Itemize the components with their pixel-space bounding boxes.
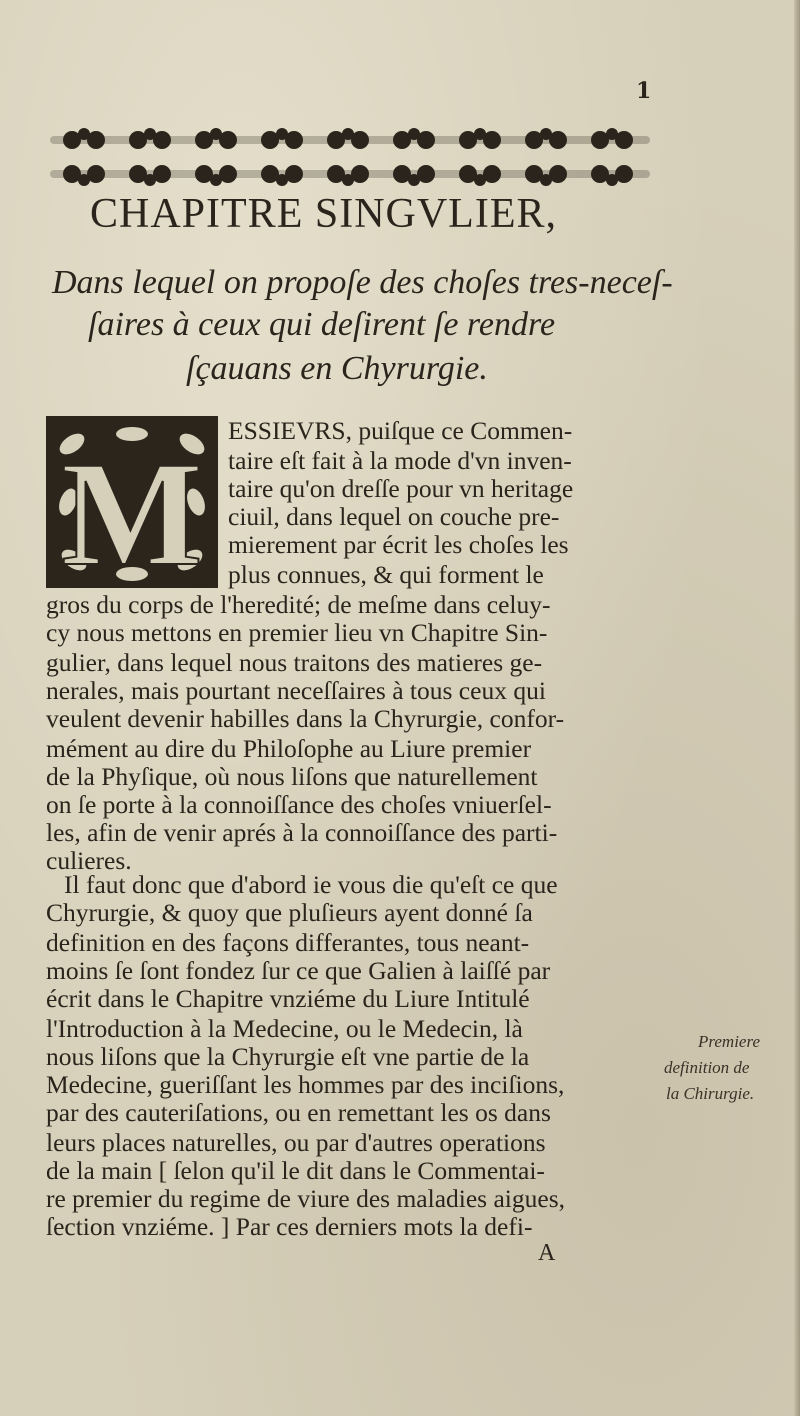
body-line: ESSIEVRS, puiſque ce Commen- [228, 416, 573, 445]
page-edge [794, 0, 800, 1416]
body-line: écrit dans le Chapitre vnziéme du Liure Intitulé [46, 984, 530, 1013]
fleuron-icon [276, 174, 288, 186]
body-line: definition en des façons differantes, tous neant- [46, 928, 530, 957]
fleuron-icon [78, 174, 90, 186]
fleuron-icon [144, 128, 156, 140]
fleuron-icon [144, 174, 156, 186]
body-line: les, afin de venir aprés à la connoiſſance des parti- [46, 818, 558, 847]
body-line: ſection vnziéme. ] Par ces derniers mots la defi- [46, 1212, 533, 1241]
fleuron-icon [342, 128, 354, 140]
margin-note-line-3: la Chirurgie. [666, 1084, 755, 1103]
fleuron-icon [540, 128, 552, 140]
body-line: nous liſons que la Chyrurgie eſt vne partie de la [46, 1042, 530, 1071]
body-line: ciuil, dans lequel on couche pre- [228, 502, 560, 531]
fleuron-icon [408, 128, 420, 140]
body-line: leurs places naturelles, ou par d'autres operations [46, 1128, 546, 1157]
body-line: Il faut donc que d'abord ie vous die qu'eſt ce que [64, 870, 558, 899]
body-line: on ſe porte à la connoiſſance des choſes vniuerſel- [46, 790, 552, 819]
margin-note-line-1: Premiere [698, 1032, 760, 1051]
fleuron-icon [210, 174, 222, 186]
fleuron-icon [342, 174, 354, 186]
body-line: cy nous mettons en premier lieu vn Chapitre Sin- [46, 618, 548, 647]
subtitle-line-3: ſçauans en Chyrurgie. [186, 350, 488, 387]
body-line: l'Introduction à la Medecine, ou le Medecin, là [46, 1014, 523, 1043]
fleuron-icon [276, 128, 288, 140]
body-line: Chyrurgie, & quoy que pluſieurs ayent donné ſa [46, 898, 533, 927]
body-line: culieres. [46, 846, 132, 875]
margin-note-line-2: definition de [664, 1058, 750, 1077]
subtitle-line-1: Dans lequel on propoſe des choſes tres-neceſ- [52, 264, 673, 301]
body-line: Medecine, gueriſſant les hommes par des inciſions, [46, 1070, 565, 1099]
body-line: de la main [ ſelon qu'il le dit dans le Commentai- [46, 1156, 545, 1185]
fleuron-icon [210, 128, 222, 140]
fleuron-icon [474, 128, 486, 140]
body-line: veulent devenir habilles dans la Chyrurgie, confor- [46, 704, 565, 733]
fleuron-icon [606, 128, 618, 140]
fleuron-icon [78, 128, 90, 140]
fleuron-icon [540, 174, 552, 186]
body-line: gros du corps de l'heredité; de meſme dans celuy- [46, 590, 551, 619]
body-line: mierement par écrit les choſes les [228, 530, 569, 559]
page-number: 1 [636, 78, 652, 104]
body-line: nerales, mais pourtant neceſſaires à tous ceux qui [46, 676, 546, 705]
body-line: gulier, dans lequel nous traitons des matieres ge- [46, 648, 543, 677]
signature-mark: A [538, 1240, 556, 1266]
ornament-band-bottom [50, 154, 650, 194]
body-line: taire qu'on dreſſe pour vn heritage [228, 474, 574, 503]
body-line: re premier du regime de viure des maladies aigues, [46, 1184, 566, 1213]
fleuron-icon [474, 174, 486, 186]
leaf-ornament-icon [44, 414, 220, 590]
body-line: par des cauteriſations, ou en remettant les os dans [46, 1098, 551, 1127]
body-line: moins ſe ſont fondez ſur ce que Galien à laiſſé par [46, 956, 551, 985]
fleuron-icon [606, 174, 618, 186]
subtitle-line-2: ſaires à ceux qui deſirent ſe rendre [88, 306, 556, 343]
chapter-title: CHAPITRE SINGVLIER, [90, 191, 557, 237]
body-line: taire eſt fait à la mode d'vn inven- [228, 446, 572, 475]
body-line: de la Phyſique, où nous liſons que naturellement [46, 762, 538, 791]
dropcap-letter: M [61, 431, 203, 590]
fleuron-icon [408, 174, 420, 186]
body-line: mément au dire du Philoſophe au Liure premier [46, 734, 532, 763]
body-line: plus connues, & qui forment le [228, 560, 544, 589]
